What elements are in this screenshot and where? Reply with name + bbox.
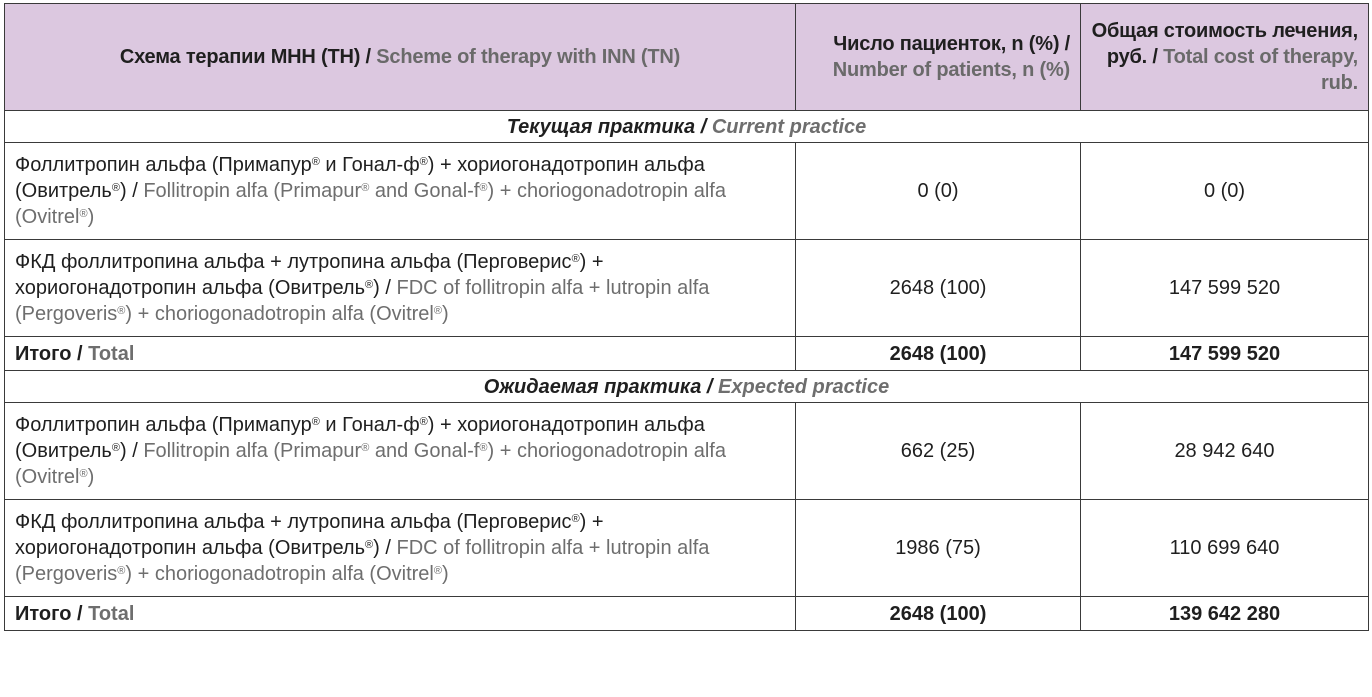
patients-cell: 2648 (100) [796,240,1081,337]
total-cost: 147 599 520 [1081,337,1369,371]
scheme-cell: Фоллитропин альфа (Примапур® и Гонал-ф®) + хориогонадотропин альфа (Овитрель®) / Follitropin alfa (Primapur® and Gonal-f®) + choriogonadotropin alfa (Ovitrel®) [5,143,796,240]
cost-cell: 0 (0) [1081,143,1369,240]
cost-cell: 28 942 640 [1081,403,1369,500]
cost-table [4,3,1369,631]
total-row [5,597,1369,631]
section-title: Ожидаемая практика / Expected practice [5,371,1369,403]
total-label: Итого / Total [5,597,796,631]
total-patients: 2648 (100) [796,337,1081,371]
header-patients: Число пациенток, n (%) / Number of patients, n (%) [796,4,1081,111]
total-row [5,337,1369,371]
table-row [5,240,1369,337]
table-row [5,143,1369,240]
table-row [5,403,1369,500]
cost-cell: 147 599 520 [1081,240,1369,337]
scheme-cell: ФКД фоллитропина альфа + лутропина альфа (Перговерис®) + хориогонадотропин альфа (Овитрель®) / FDC of follitropin alfa + lutropin alfa (Pergoveris®) + choriogonadotropin alfa (Ovitrel®) [5,500,796,597]
patients-cell: 662 (25) [796,403,1081,500]
header-scheme: Схема терапии МНН (ТН) / Scheme of therapy with INN (TN) [5,4,796,111]
section-title: Текущая практика / Current practice [5,111,1369,143]
total-cost: 139 642 280 [1081,597,1369,631]
table-row [5,500,1369,597]
cost-cell: 110 699 640 [1081,500,1369,597]
patients-cell: 1986 (75) [796,500,1081,597]
table-header-row [5,4,1369,111]
scheme-cell: Фоллитропин альфа (Примапур® и Гонал-ф®) + хориогонадотропин альфа (Овитрель®) / Follitropin alfa (Primapur® and Gonal-f®) + choriogonadotropin alfa (Ovitrel®) [5,403,796,500]
total-label: Итого / Total [5,337,796,371]
header-cost: Общая стоимость лечения, руб. / Total cost of therapy, rub. [1081,4,1369,111]
section-row-current [5,111,1369,143]
section-row-expected [5,371,1369,403]
scheme-cell: ФКД фоллитропина альфа + лутропина альфа (Перговерис®) + хориогонадотропин альфа (Овитрель®) / FDC of follitropin alfa + lutropin alfa (Pergoveris®) + choriogonadotropin alfa (Ovitrel®) [5,240,796,337]
patients-cell: 0 (0) [796,143,1081,240]
total-patients: 2648 (100) [796,597,1081,631]
